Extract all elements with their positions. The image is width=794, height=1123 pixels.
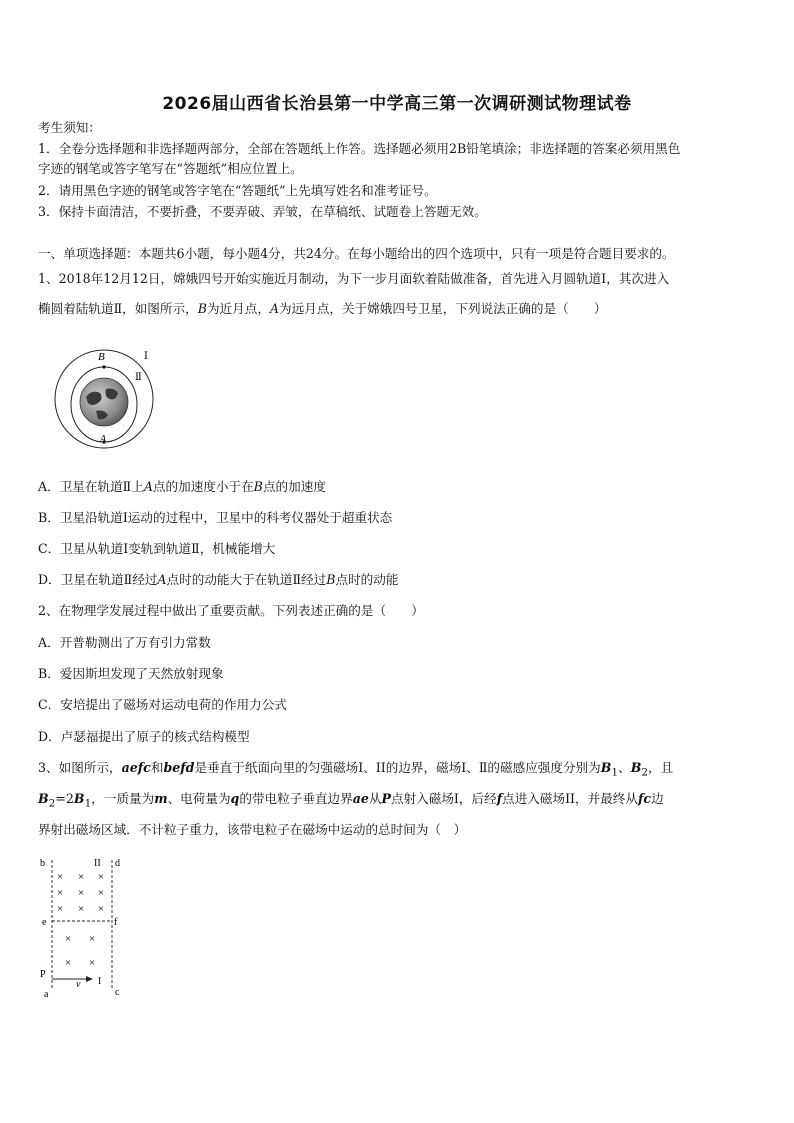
field-cross-mark: × [89,933,96,945]
point-B-dot [102,365,105,368]
label-orbit-I: Ⅰ [144,351,148,362]
field-cross-mark: × [57,887,64,899]
section-heading: 一、单项选择题：本题共6小题，每小题4分，共24分。在每小题给出的四个选项中，只有一项是符合题目要求的。 [38,246,675,261]
field-cross-mark: × [98,903,105,915]
q2-option-b: B．爱因斯坦发现了天然放射现象 [38,666,224,681]
q1-option-c: C．卫星从轨道Ⅰ变轨到轨道Ⅱ，机械能增大 [38,541,276,556]
label-a: a [44,989,49,1000]
label-b: b [40,858,45,869]
q1-option-a: A．卫星在轨道Ⅱ上A点的加速度小于在B点的加速度 [38,479,326,494]
label-c: c [115,987,120,998]
field-cross-mark: × [78,871,85,883]
label-d: d [115,858,120,869]
field-cross-mark: × [78,903,85,915]
field-cross-mark: × [89,957,96,969]
q2-option-a: A．开普勒测出了万有引力常数 [38,635,211,650]
q1-stem-line2: 椭圆着陆轨道Ⅱ，如图所示，B为近月点，A为远月点，关于嫦娥四号卫星，下列说法正确的是（ ） [38,301,607,316]
label-e: e [42,917,47,928]
notice-item-1: 1．全卷分选择题和非选择题两部分，全部在答题纸上作答。选择题必须用2B铅笔填涂；非选择题的答案必须用黑色 [38,141,681,156]
q1-option-b: B．卫星沿轨道Ⅰ运动的过程中，卫星中的科考仪器处于超重状态 [38,510,393,525]
moon-body [80,378,128,426]
q2-option-d: D．卢瑟福提出了原子的核式结构模型 [38,729,250,744]
label-f: f [114,917,118,928]
field-cross-mark: × [57,871,64,883]
label-v: v [76,979,81,990]
label-I: I [98,976,102,987]
label-orbit-II: Ⅱ [135,372,142,383]
q1-option-d: D．卫星在轨道Ⅱ经过A点时的动能大于在轨道Ⅱ经过B点时的动能 [38,572,399,587]
field-cross-mark: × [78,887,85,899]
q3-stem-line1: 3、如图所示，aefc和befd是垂直于纸面向里的匀强磁场I、II的边界，磁场I、Ⅱ的磁感应强度分别为$B_1$、$B_2$，且 [38,760,674,779]
velocity-arrow-head [86,976,93,982]
field-cross-mark: × [65,957,72,969]
notice-item-2: 2．请用黑色字迹的钢笔或答字笔在“答题纸”上先填写姓名和准考证号。 [38,183,437,198]
q1-stem-line1: 1、2018年12月12日，嫦娥四号开始实施近月制动，为下一步月面软着陆做准备，首先进入月圆轨道Ⅰ，其次进入 [38,271,670,286]
q2-stem: 2、在物理学发展过程中做出了重要贡献。下列表述正确的是（ ） [38,603,424,618]
field-cross-mark: × [98,871,105,883]
label-II: II [94,858,101,869]
field-cross-mark: × [98,887,105,899]
q3-stem-line2: $B_2=2B_1$，一质量为m、电荷量为q的带电粒子垂直边界ae从P点射入磁场I，后经f点进入磁场II，并最终从fc边 [38,791,664,810]
notice-item-1-cont: 字迹的钢笔或答字笔写在“答题纸”相应位置上。 [38,161,303,176]
q3-stem-line3: 界射出磁场区域．不计粒子重力，该带电粒子在磁场中运动的总时间为（ ） [38,822,467,837]
notice-item-3: 3．保持卡面清洁，不要折叠，不要弄破、弄皱，在草稿纸、试题卷上答题无效。 [38,204,487,219]
field-cross-mark: × [65,933,72,945]
magnetic-field-figure [38,852,138,1002]
exam-title: 2026届山西省长治县第一中学高三第一次调研测试物理试卷 [162,94,632,114]
notice-heading: 考生须知： [38,120,101,135]
label-P: P [40,969,46,980]
label-B: B [98,351,105,363]
q2-option-c: C．安培提出了磁场对运动电荷的作用力公式 [38,697,287,712]
orbit-figure [48,345,168,455]
label-A: A [100,434,107,445]
field-cross-mark: × [57,903,64,915]
